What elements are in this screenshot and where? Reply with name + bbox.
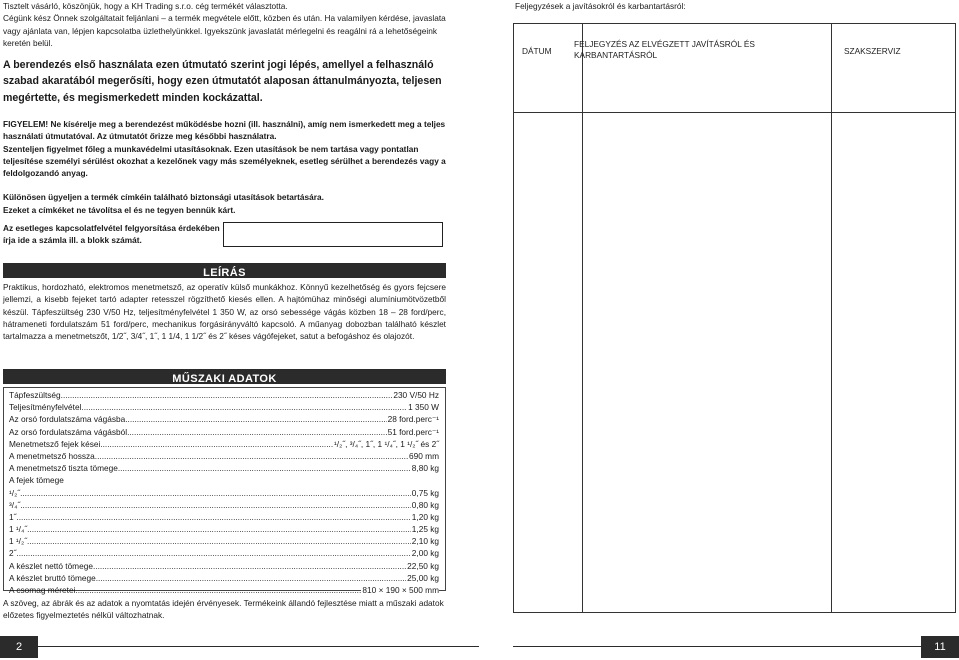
dot-leader (118, 462, 411, 474)
spec-value: 810 × 190 × 500 mm (362, 585, 439, 595)
warning-block (3, 118, 448, 216)
col-header-service: SZAKSZERVIZ (844, 46, 901, 56)
invoice-number-box[interactable] (223, 222, 443, 247)
spec-label: A készlet bruttó tömege (9, 572, 96, 583)
dot-leader (16, 511, 410, 523)
maintenance-title: Feljegyzések a javításokról és karbantartásról: (515, 1, 686, 11)
spec-value: 690 mm (409, 450, 439, 461)
dot-leader (75, 584, 361, 596)
spec-label: Teljesítményfelvétel (9, 402, 82, 413)
spec-value: 25,00 kg (407, 572, 439, 583)
spec-value: 22,50 kg (407, 560, 439, 571)
spec-value: 230 V/50 Hz (393, 390, 439, 400)
dot-leader (93, 560, 406, 572)
spec-value: 2,10 kg (411, 536, 439, 547)
spec-row (9, 511, 439, 523)
spec-list (9, 389, 439, 596)
spec-row (9, 584, 439, 596)
spec-value: 0,75 kg (411, 487, 439, 498)
description-text: Praktikus, hordozható, elektromos menetmetsző, az operatív külső munkákhoz. Könnyű kezelhetőség és gyors fejcsere jellemzi, a kisebb fejeket tartó adapter retesszel rögzíthető kiesés ellen. A hajtómühaz minőségi alumíniumötvözetből készül. Tápfeszültség 230 V/50 Hz, teljesítményfelvétel 1 350 W, az orsó sebessége vágás közben 18 – 28 ford/perc, hátrameneti fordulatszám 51 ford/perc, mechanikus forgásirányváltó kapcsoló. A műanyag dobozban található készlet tartalmazza a menetmetszőt, 1/2˝, 3/4˝, 1˝, 1 1/4, 1 1/2˝ és 2˝ késes vágófejeket, satut a befogáshoz és olajozót. (3, 282, 446, 342)
spec-value: ¹/₂˝, ³/₄˝, 1˝, 1 ¹/₄˝, 1 ¹/₂˝ és 2˝ (334, 438, 439, 449)
dot-leader (27, 523, 411, 535)
spec-value: 51 ford.perc⁻¹ (387, 426, 439, 437)
invoice-note: Az esetleges kapcsolatfelvétel felgyorsítása érdekében írja ide a számla ill. a blokk számát. (3, 223, 220, 246)
spec-value: 2,00 kg (411, 548, 439, 559)
spec-label: A menetmetsző hossza (9, 450, 95, 461)
spec-row (9, 560, 439, 572)
section-header-leiras (3, 263, 446, 278)
spec-row (9, 535, 439, 547)
spec-label: Az orsó fordulatszáma vágásba (9, 414, 126, 425)
warning-p3: Különösen ügyeljen a termék címkéin található biztonsági utasítások betartására. (3, 192, 324, 203)
dot-leader (96, 572, 406, 584)
dot-leader (95, 450, 408, 462)
footnote: A szöveg, az ábrák és az adatok a nyomtatás idején érvényesek. Termékeink állandó fejlesztése miatt a műszaki adatok előzetes figyelmeztetés nélkül változhatnak. (3, 598, 444, 621)
intro-service: Cégünk kész Önnek szolgáltatait feljánlani – a termék megvétele előtt, közben és után. Ha valamilyen kérdése, javaslata vagy ajánlata van, lépjen kapcsolatba üzlethelyünkkel. Igyekszünk javaslatát mérlegelni és reagálni rá a lehetőségeink keretén belül. (3, 13, 446, 48)
spec-label: A fejek tömege (9, 475, 64, 486)
spec-value: 1,25 kg (411, 524, 439, 535)
spec-value: 1 350 W (408, 402, 439, 413)
spec-row (9, 426, 439, 438)
spec-row (9, 450, 439, 462)
spec-row (9, 572, 439, 584)
dot-leader (100, 438, 333, 450)
intro-text (3, 0, 450, 49)
spec-row (9, 474, 439, 486)
page-number-left: 2 (0, 636, 38, 658)
dot-leader (20, 499, 411, 511)
spec-value: 0,80 kg (411, 499, 439, 510)
spec-label: A csomag méretei (9, 585, 76, 595)
spec-row (9, 547, 439, 559)
dot-leader (125, 413, 386, 425)
spec-row (9, 487, 439, 499)
spec-row (9, 401, 439, 413)
col-header-date: DÁTUM (522, 46, 552, 56)
maintenance-table (513, 23, 956, 613)
spec-row (9, 523, 439, 535)
intro-greeting: Tisztelt vásárló, köszönjük, hogy a KH Trading s.r.o. cég termékét választotta. (3, 1, 288, 11)
spec-label: ¹/₂˝ (9, 487, 21, 498)
spec-row (9, 438, 439, 450)
spec-label: A menetmetsző tiszta tömege (9, 463, 118, 474)
page-number-right: 11 (921, 636, 959, 658)
spec-label: 1 ¹/₂˝ (9, 536, 27, 547)
spec-label: ³/₄˝ (9, 499, 21, 510)
spec-label: 2˝ (9, 548, 17, 559)
spec-label: Az orsó fordulatszáma vágásból (9, 426, 128, 437)
spec-label: Tápfeszültség (9, 390, 61, 400)
spec-value: 8,80 kg (411, 463, 439, 474)
dot-leader (61, 389, 393, 401)
dot-leader (127, 426, 387, 438)
spec-row (9, 389, 439, 401)
warning-p1: FIGYELEM! Ne kísérelje meg a berendezést működésbe hozni (ill. használni), amíg nem ismerkedett meg a teljes használati útmutatóval. Az útmutatót őrizze meg későbbi használatra. (3, 119, 446, 142)
section-title-leiras: LEÍRÁS (203, 267, 246, 279)
dot-leader (81, 401, 407, 413)
spec-row (9, 499, 439, 511)
warning-p2: Szenteljen figyelmet főleg a munkavédelmi utasításoknak. Ezen utasítások be nem tartása vagy pontatlan teljesítése személyi sérülést okozhat a kezelőnek vagy más személyeknek, esetleg sérülhet a berendezés vagy a feldolgozandó anyag. (3, 143, 446, 179)
dot-leader (27, 535, 411, 547)
dot-leader (16, 547, 410, 559)
section-header-muszaki (3, 369, 446, 384)
spec-label: 1 ¹/₄˝ (9, 524, 28, 535)
col-header-record: FELJEGYZÉS AZ ELVÉGZETT JAVÍTÁSRÓL ÉS KARBANTARTÁSRÓL (574, 39, 755, 60)
spec-label: A készlet nettó tömege (9, 560, 93, 571)
spec-row (9, 462, 439, 474)
spec-label: Menetmetsző fejek kései (9, 438, 101, 449)
legal-notice: A berendezés első használata ezen útmutató szerint jogi lépés, amellyel a felhasználó szabad akaratából megerősíti, hogy ezen útmutatót alaposan áttanulmányozta, teljesen megértette, és megismerkedett minden kockázattal. (3, 59, 442, 104)
spec-value: 1,20 kg (411, 511, 439, 522)
warning-p4: Ezeket a címkéket ne távolítsa el és ne tegyen bennük kárt. (3, 204, 236, 215)
spec-label: 1˝ (9, 511, 17, 522)
spec-row (9, 413, 439, 425)
section-title-muszaki: MŰSZAKI ADATOK (172, 373, 277, 385)
spec-value: 28 ford.perc⁻¹ (387, 414, 439, 425)
dot-leader (20, 487, 411, 499)
